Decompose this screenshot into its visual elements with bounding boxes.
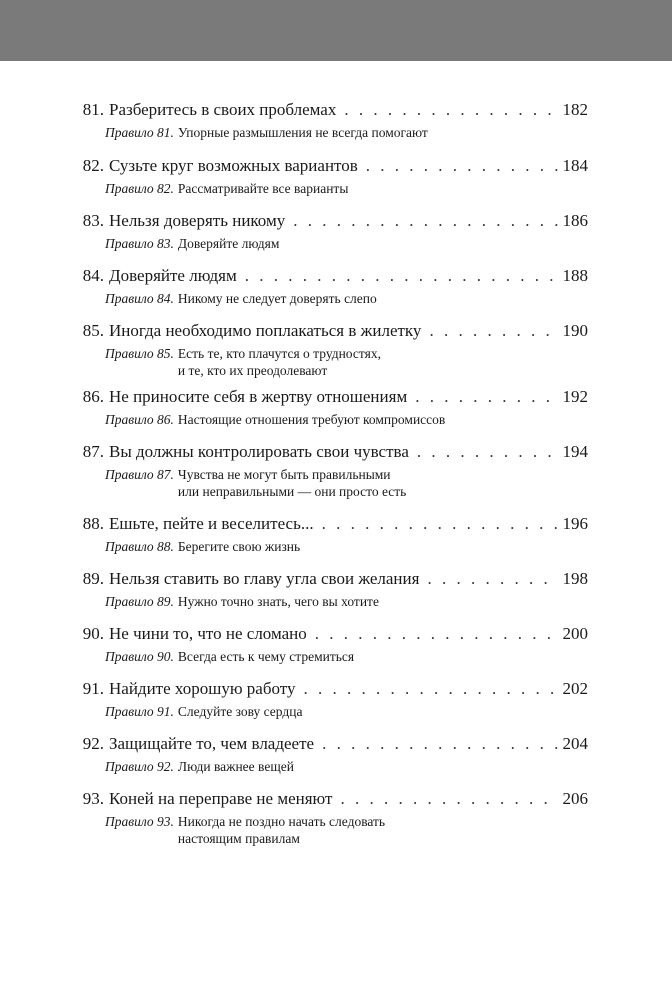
dot-leader — [245, 264, 559, 288]
rule-label: Правило 89. — [105, 594, 174, 609]
entry-number: 91. — [82, 679, 104, 698]
entry-number: 89. — [82, 569, 104, 588]
dot-leader — [315, 622, 559, 646]
entry-title: Иногда необходимо поплакаться в жилетку — [109, 321, 422, 340]
toc-entry — [72, 385, 588, 428]
rule-text: Настоящие отношения требуют компромиссов — [177, 412, 446, 427]
entry-title: Найдите хорошую работу — [109, 679, 296, 698]
entry-number: 81. — [82, 100, 104, 119]
entry-title: Сузьте круг возможных вариантов — [109, 156, 358, 175]
rule-label: Правило 83. — [105, 236, 174, 251]
page-number: 196 — [562, 514, 588, 533]
rule-text: Есть те, кто плачутся о трудностях, и те, кто их преодолевают — [177, 346, 381, 378]
rule-text: Берегите свою жизнь — [177, 539, 301, 554]
entry-title: Ешьте, пейте и веселитесь... — [109, 514, 314, 533]
rule-text: Нужно точно знать, чего вы хотите — [177, 594, 379, 609]
rule-label: Правило 82. — [105, 181, 174, 196]
entry-title: Нельзя ставить во главу угла свои желания — [109, 569, 420, 588]
dot-leader — [340, 787, 558, 811]
rule-label: Правило 84. — [105, 291, 174, 306]
page-number: 186 — [562, 211, 588, 230]
rule-text: Никому не следует доверять слепо — [177, 291, 377, 306]
entry-title: Вы должны контролировать свои чувства — [109, 442, 409, 461]
page-number: 200 — [562, 624, 588, 643]
rule-label: Правило 85. — [105, 346, 174, 361]
entry-title: Защищайте то, чем владеете — [109, 734, 315, 753]
rule-text: Всегда есть к чему стремиться — [177, 649, 355, 664]
page-number: 194 — [562, 442, 588, 461]
entry-title: Не чини то, что не сломано — [109, 624, 307, 643]
entry-number: 84. — [82, 266, 104, 285]
entry-title: Нельзя доверять никому — [109, 211, 286, 230]
page-number: 202 — [562, 679, 588, 698]
entry-number: 87. — [82, 442, 104, 461]
page-number: 192 — [562, 387, 588, 406]
toc-entry — [72, 732, 588, 775]
page-number: 204 — [562, 734, 588, 753]
dot-leader — [322, 732, 558, 756]
dot-leader — [429, 319, 558, 343]
rule-label: Правило 81. — [105, 125, 174, 140]
toc-entry — [72, 677, 588, 720]
dot-leader — [417, 440, 559, 464]
dot-leader — [303, 677, 558, 701]
rule-label: Правило 92. — [105, 759, 174, 774]
toc-entry — [72, 567, 588, 610]
page-number: 182 — [562, 100, 588, 119]
rule-text: Чувства не могут быть правильными или неправильными — они просто есть — [177, 467, 407, 499]
dot-leader — [322, 512, 559, 536]
toc-entry — [72, 512, 588, 555]
rule-text: Следуйте зову сердца — [177, 704, 303, 719]
entry-title: Разберитесь в своих проблемах — [109, 100, 337, 119]
rule-label: Правило 90. — [105, 649, 174, 664]
toc-entry — [72, 264, 588, 307]
entry-number: 86. — [82, 387, 104, 406]
rule-label: Правило 88. — [105, 539, 174, 554]
rule-text: Рассматривайте все варианты — [177, 181, 349, 196]
rule-text: Люди важнее вещей — [177, 759, 294, 774]
rule-label: Правило 87. — [105, 467, 174, 482]
entry-number: 90. — [82, 624, 104, 643]
rule-label: Правило 91. — [105, 704, 174, 719]
rule-label: Правило 93. — [105, 814, 174, 829]
entry-title: Коней на переправе не меняют — [109, 789, 333, 808]
toc-entry — [72, 209, 588, 252]
entry-number: 82. — [82, 156, 104, 175]
page-number: 198 — [562, 569, 588, 588]
rule-label: Правило 86. — [105, 412, 174, 427]
rule-text: Доверяйте людям — [177, 236, 280, 251]
entry-number: 92. — [82, 734, 104, 753]
entry-number: 83. — [82, 211, 104, 230]
entry-number: 88. — [82, 514, 104, 533]
dot-leader — [415, 385, 558, 409]
page-number: 190 — [562, 321, 588, 340]
toc-entry — [72, 787, 588, 847]
entry-title: Не приносите себя в жертву отношениям — [109, 387, 408, 406]
toc-entry — [72, 319, 588, 379]
rule-text: Никогда не поздно начать следовать настоящим правилам — [177, 814, 386, 846]
entry-number: 85. — [82, 321, 104, 340]
page-number: 184 — [562, 156, 588, 175]
toc-entry — [72, 440, 588, 500]
page-number: 206 — [562, 789, 588, 808]
toc-entry — [72, 98, 588, 141]
dot-leader — [293, 209, 558, 233]
dot-leader — [427, 567, 558, 591]
entry-title: Доверяйте людям — [109, 266, 237, 285]
page-number: 188 — [562, 266, 588, 285]
dot-leader — [366, 154, 559, 178]
entry-number: 93. — [82, 789, 104, 808]
toc-entry — [72, 154, 588, 197]
rule-text: Упорные размышления не всегда помогают — [177, 125, 428, 140]
toc-entry — [72, 622, 588, 665]
page-header-band — [0, 0, 672, 61]
dot-leader — [344, 98, 558, 122]
